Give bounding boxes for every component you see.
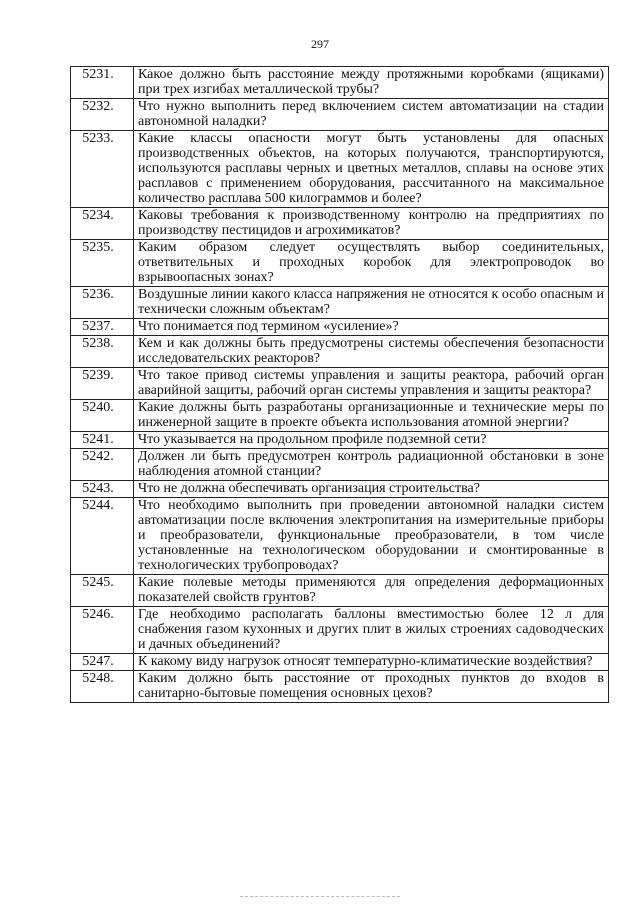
question-text: Какие полевые методы применяются для определения деформационных показателей свойств грунтов? xyxy=(134,575,609,607)
question-text: К какому виду нагрузок относят температурно-климатические воздействия? xyxy=(134,654,609,671)
question-text: Какое должно быть расстояние между протяжными коробками (ящиками) при трех изгибах металлической трубы? xyxy=(134,67,609,99)
question-number: 5244. xyxy=(71,498,134,575)
table-row xyxy=(71,208,609,240)
question-number: 5237. xyxy=(71,319,134,336)
question-text: Что указывается на продольном профиле подземной сети? xyxy=(134,432,609,449)
question-text: Что такое привод системы управления и защиты реактора, рабочий орган аварийной защиты, рабочий орган системы управления и защиты реактора? xyxy=(134,368,609,400)
question-number: 5236. xyxy=(71,287,134,319)
question-number: 5233. xyxy=(71,131,134,208)
question-number: 5243. xyxy=(71,481,134,498)
table-row xyxy=(71,449,609,481)
question-text: Что понимается под термином «усиление»? xyxy=(134,319,609,336)
question-text: Что нужно выполнить перед включением систем автоматизации на стадии автономной наладки? xyxy=(134,99,609,131)
question-number: 5234. xyxy=(71,208,134,240)
question-text: Должен ли быть предусмотрен контроль радиационной обстановки в зоне наблюдения атомной станции? xyxy=(134,449,609,481)
question-number: 5239. xyxy=(71,368,134,400)
question-number: 5240. xyxy=(71,400,134,432)
table-row xyxy=(71,99,609,131)
table-row xyxy=(71,607,609,654)
question-text: Каким образом следует осуществлять выбор соединительных, ответвительных и проходных коробок для электропроводок во взрывоопасных зонах? xyxy=(134,240,609,287)
questions-table-body xyxy=(71,67,609,703)
question-number: 5246. xyxy=(71,607,134,654)
table-row xyxy=(71,400,609,432)
table-row xyxy=(71,240,609,287)
table-row xyxy=(71,67,609,99)
question-text: Какие должны быть разработаны организационные и технические меры по инженерной защите в проекте объекта использования атомной энергии? xyxy=(134,400,609,432)
table-row xyxy=(71,671,609,703)
table-row xyxy=(71,368,609,400)
question-text: Что необходимо выполнить при проведении автономной наладки систем автоматизации после включения электропитания на измерительные приборы и преобразователи, функциональные преобразователи, в том числе установленные на технологическом оборудовании и смонтированные в технологических трубопроводах? xyxy=(134,498,609,575)
question-text: Какие классы опасности могут быть установлены для опасных производственных объектов, на которых получаются, транспортируются, используются расплавы черных и цветных металлов, сплавы на основе этих расплавов с применением оборудования, рассчитанного на максимальное количество расплава 500 килограммов и более? xyxy=(134,131,609,208)
table-row xyxy=(71,575,609,607)
question-number: 5242. xyxy=(71,449,134,481)
question-number: 5238. xyxy=(71,336,134,368)
question-text: Воздушные линии какого класса напряжения не относятся к особо опасным и технически сложным объектам? xyxy=(134,287,609,319)
table-row xyxy=(71,131,609,208)
question-number: 5235. xyxy=(71,240,134,287)
question-number: 5232. xyxy=(71,99,134,131)
question-text: Где необходимо располагать баллоны вместимостью более 12 л для снабжения газом кухонных и других плит в жилых строениях садоводческих и дачных объединений? xyxy=(134,607,609,654)
table-row xyxy=(71,432,609,449)
question-number: 5247. xyxy=(71,654,134,671)
table-row xyxy=(71,336,609,368)
question-text: Что не должна обеспечивать организация строительства? xyxy=(134,481,609,498)
table-row xyxy=(71,654,609,671)
table-row xyxy=(71,481,609,498)
table-row xyxy=(71,287,609,319)
table-row xyxy=(71,498,609,575)
question-text: Каковы требования к производственному контролю на предприятиях по производству пестицидов и агрохимикатов? xyxy=(134,208,609,240)
page-number: 297 xyxy=(311,37,329,51)
question-number: 5241. xyxy=(71,432,134,449)
question-number: 5245. xyxy=(71,575,134,607)
questions-table xyxy=(70,66,609,703)
question-text: Каким должно быть расстояние от проходных пунктов до входов в санитарно-бытовые помещения основных цехов? xyxy=(134,671,609,703)
question-number: 5248. xyxy=(71,671,134,703)
question-number: 5231. xyxy=(71,67,134,99)
table-row xyxy=(71,319,609,336)
question-text: Кем и как должны быть предусмотрены системы обеспечения безопасности исследовательских реакторов? xyxy=(134,336,609,368)
footer-divider xyxy=(240,896,400,897)
